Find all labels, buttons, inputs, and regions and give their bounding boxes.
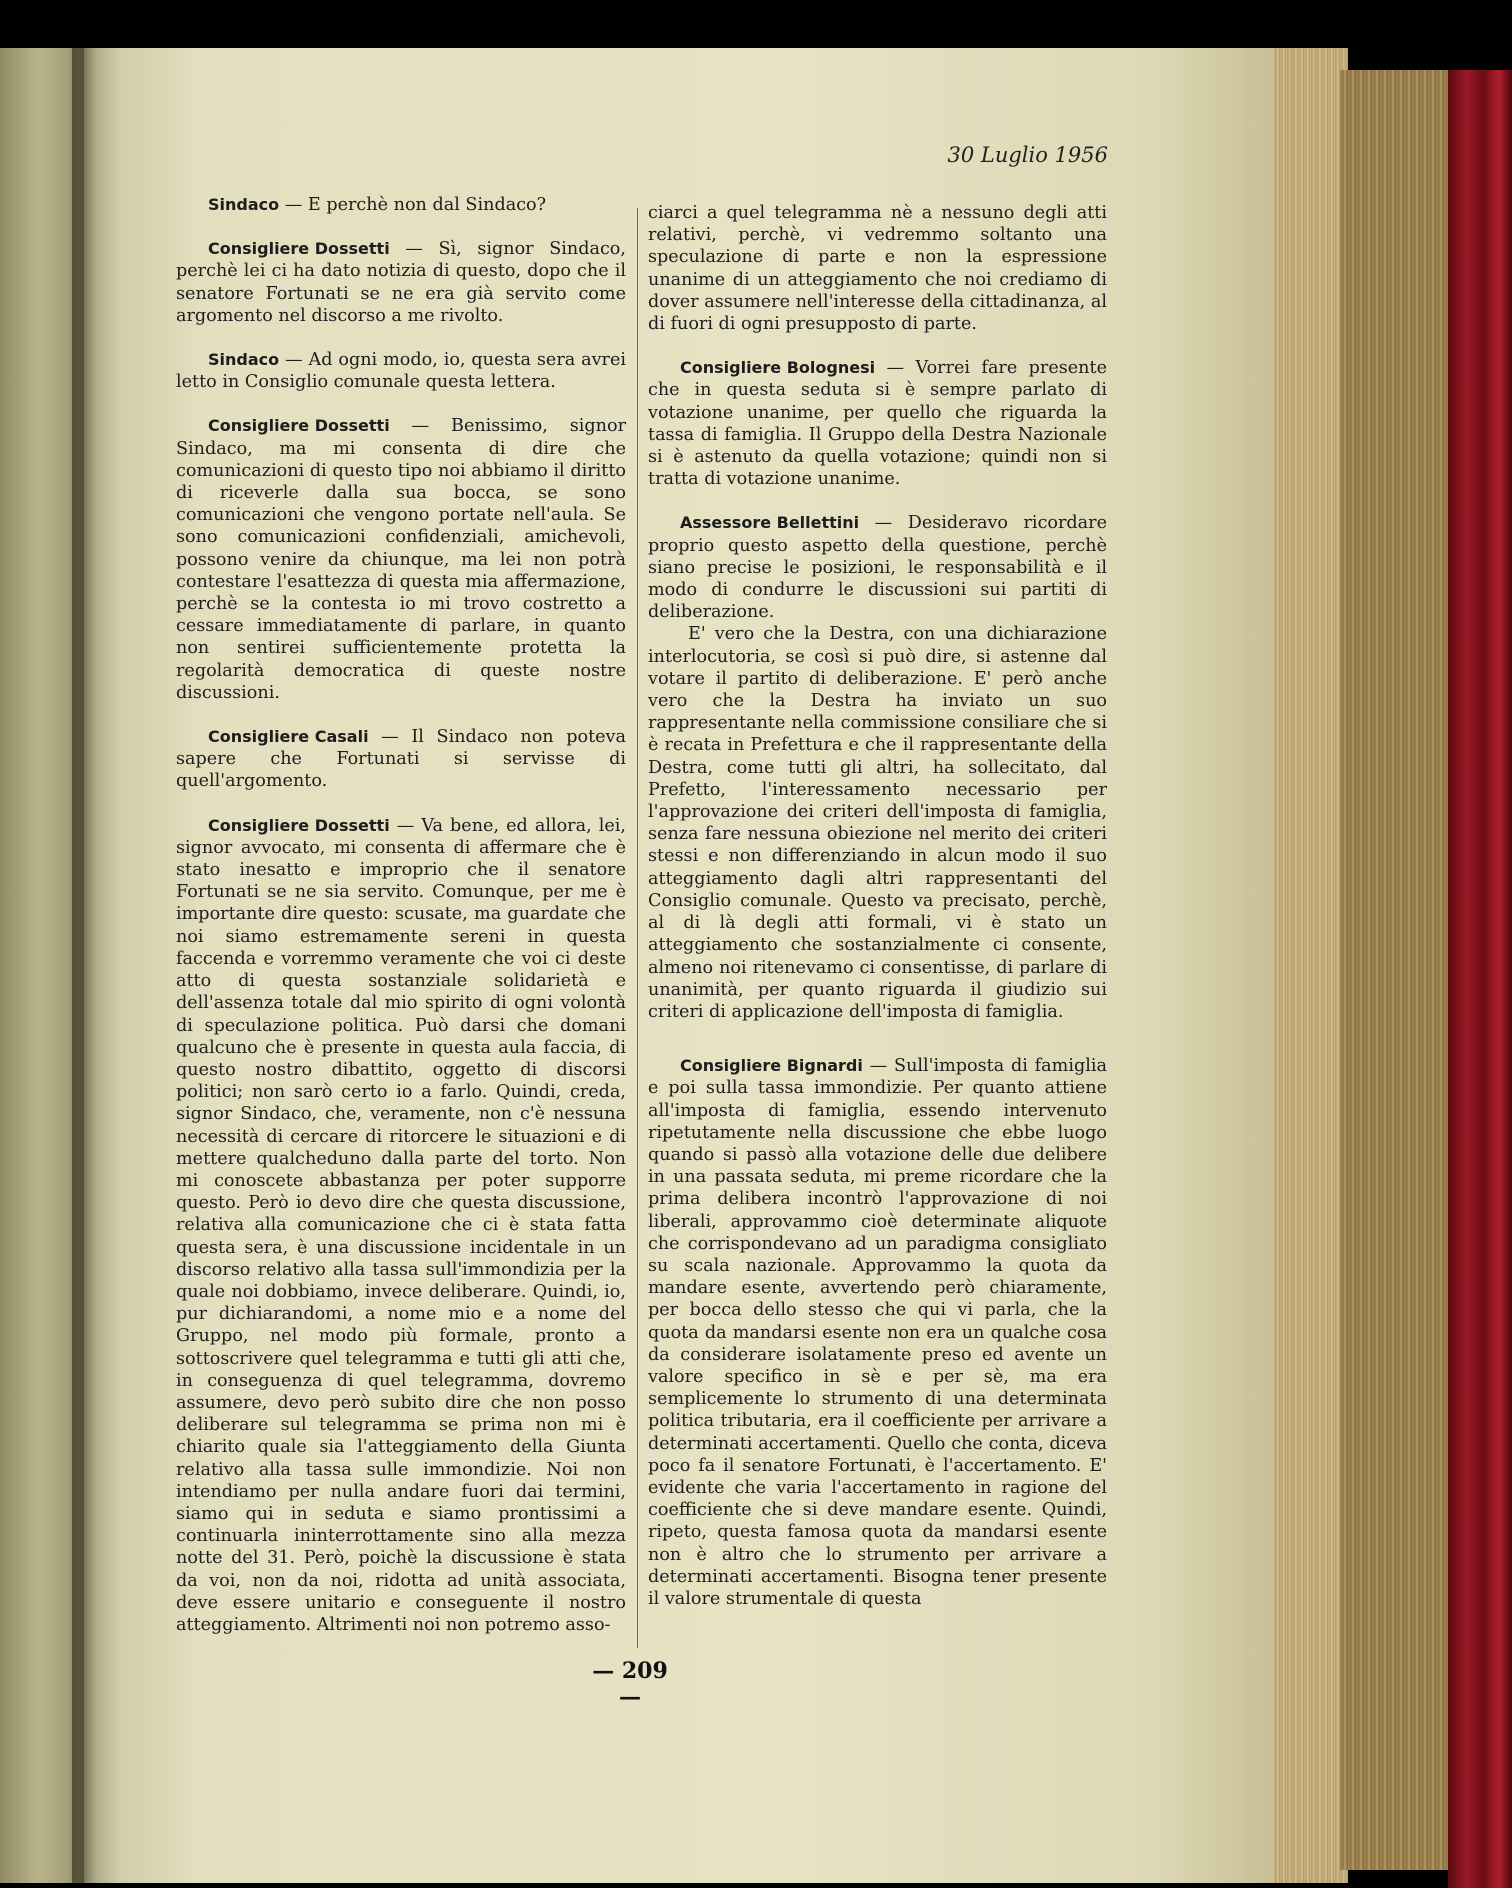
left-column xyxy=(176,194,626,1636)
book-gutter xyxy=(72,48,96,1883)
paragraph xyxy=(648,512,1107,623)
speech-text: — Desideravo ricordare proprio questo aspetto della questione, perchè siano precise le posizioni, le responsabilità e il modo di condurre le discussioni sui partiti di deliberazione. xyxy=(648,513,1107,623)
speaker-name: Sindaco xyxy=(208,195,280,214)
speaker-name: Consigliere Bolognesi xyxy=(680,358,876,378)
speech-text: — Sull'imposta di famiglia e poi sulla tassa immondizie. Per quanto attiene all'imposta di famiglia, essendo intervenuto ripetutamente nella discussione che ebbe luogo quando si passò alla votazione delle due delibere in una passata seduta, mi preme ricordare che la prima delibera incontrò l'approvazione di noi liberali, approvammo cioè determinate aliquote che corrispondevano ad un paradigma consigliato su scala nazionale. Approvammo la quota da mandare esente, avvertendo però chiaramente, per bocca dello stesso che qui vi parla, che la quota da mandarsi esente non era un qualche cosa da considerare isolatamente preso ed avente un valore specifico in sè e per sè, ma era semplicemente lo strumento di una determinata politica tributaria, era il coefficiente per arrivare a determinati accertamenti. Quello che conta, diceva poco fa il senatore Fortunati, è l'accertamento. E' evidente che varia l'accertamento in ragione del coefficiente che si deve mandare esente. Quindi, ripeto, questa famosa quota da mandarsi esente non è altro che lo strumento per arrivare a determinati accertamenti. Bisogna tener presente il valore strumentale di questa xyxy=(648,1056,1107,1609)
column-divider xyxy=(637,208,638,1648)
paragraph xyxy=(176,238,626,327)
speaker-name: Assessore Bellettini xyxy=(680,513,860,533)
paragraph xyxy=(176,415,626,704)
speech-text: — Vorrei fare presente che in questa seduta si è sempre parlato di votazione unanime, per quello che riguarda la tassa di famiglia. Il Gruppo della Destra Nazionale si è astenuto da quella votazione; quindi non si tratta di votazione unanime. xyxy=(648,358,1107,490)
paragraph xyxy=(176,815,626,1637)
paragraph xyxy=(648,357,1107,490)
speech-text: — Benissimo, signor Sindaco, ma mi consenta di dire che comunicazioni di questo tipo noi abbiamo il diritto di riceverle dalla sua bocca, se sono comunicazioni che vengono portate nell'aula. Se sono comunicazioni confidenziali, amichevoli, possono venire da chiunque, ma lei non potrà contestare l'esattezza di questa mia affermazione, perchè se la contesta io mi trovo costretto a cessare immediatamente di parlare, in quanto non sentirei sufficientemente protetta la regolarità democratica di queste nostre discussioni. xyxy=(176,416,626,703)
speech-text: — Ad ogni modo, io, questa sera avrei letto in Consiglio comunale questa lettera. xyxy=(176,350,626,393)
speaker-name: Consigliere Bignardi xyxy=(680,1056,863,1076)
speaker-name: Consigliere Casali xyxy=(208,727,369,747)
book-cover xyxy=(1448,70,1512,1888)
paragraph xyxy=(648,202,1107,335)
page-edges xyxy=(1274,48,1348,1883)
paragraph xyxy=(176,194,626,216)
speech-text: — E perchè non dal Sindaco? xyxy=(279,195,547,215)
speaker-name: Consigliere Dossetti xyxy=(208,239,390,259)
speech-text: — Il Sindaco non poteva sapere che Fortunati si servisse di quell'argomento. xyxy=(176,727,626,792)
speech-text: ciarci a quel telegramma nè a nessuno degli atti relativi, perchè, vi vedremmo soltanto una speculazione di parte e non la espressione unanime di un atteggiamento che noi crediamo di dover assumere nell'interesse della cittadinanza, al di fuori di ogni presupposto di parte. xyxy=(648,203,1107,335)
speech-text: — Va bene, ed allora, lei, signor avvocato, mi consenta di affermare che è stato inesatto e improprio che il senatore Fortunati se ne sia servito. Comunque, per me è importante dire questo: scusate, ma guardate che noi siamo estremamente sereni in questa faccenda e vorremmo veramente che voi ci deste atto di questa sostanziale solidarietà e dell'assenza totale dal mio spirito di ogni volontà di speculazione politica. Può darsi che domani qualcuno che è presente in questa aula faccia, di questo nostro dibattito, oggetto di discorsi politici; non sarò certo io a farlo. Quindi, creda, signor Sindaco, che, veramente, non c'è nessuna necessità di cercare di ritorcere le situazioni e di mettere qualcheduno dalla parte del torto. Non mi conoscete abbastanza per poter supporre questo. Però io devo dire che questa discussione, relativa alla comunicazione che ci è stata fatta questa sera, è una discussione incidentale in un discorso relativo alla tassa sull'immondizia per la quale noi dobbiamo, invece deliberare. Quindi, io, pur dichiarandomi, a nome mio e a nome del Gruppo, nel modo più formale, pronto a sottoscrivere quel telegramma e tutti gli atti che, in conseguenza di quel telegramma, dovremo assumere, devo però subito dire che non posso deliberare sul telegramma se prima non mi è chiarito quale sia l'atteggiamento della Giunta relativo alla tassa sulle immondizie. Noi non intendiamo per nulla andare fuori dai termini, siamo qui in seduta e siamo prontissimi a continuarla ininterrottamente sino alla mezza notte del 31. Però, poichè la discussione è stata da voi, non da noi, ridotta ad unità associata, deve essere unitario e conseguente il nostro atteggiamento. Altrimenti noi non potremo asso- xyxy=(176,815,626,1635)
paragraph xyxy=(176,349,626,393)
paragraph xyxy=(648,1055,1107,1610)
paragraph xyxy=(176,726,626,793)
speaker-name: Consigliere Dossetti xyxy=(208,416,390,436)
speaker-name: Consigliere Dossetti xyxy=(208,815,390,835)
speaker-name: Sindaco xyxy=(208,350,280,370)
right-column xyxy=(648,202,1107,1610)
page-edges-outer xyxy=(1340,70,1450,1870)
speech-text: E' vero che la Destra, con una dichiarazione interlocutoria, se così si può dire, si astenne dal votare il partito di deliberazione. E' però anche vero che la Destra ha inviato un suo rappresentante nella commissione consiliare che si è recata in Prefettura e che il rappresentante della Destra, come tutti gli altri, ha sollecitato, dal Prefetto, l'interessamento necessario per l'approvazione dei criteri dell'imposta di famiglia, senza fare nessuna obiezione nel merito dei criteri stessi e non differenziando in alcun modo il suo atteggiamento dagli altri rappresentanti del Consiglio comunale. Questo va precisato, perchè, al di là degli atti formali, vi è stato un atteggiamento che sostanzialmente ci consente, almeno noi ritenevamo ci consentisse, di parlare di unanimità, per quanto riguarda il giudizio sui criteri di applicazione dell'imposta di famiglia. xyxy=(648,624,1107,1022)
header-date: 30 Luglio 1956 xyxy=(947,143,1108,167)
speech-text: — Sì, signor Sindaco, perchè lei ci ha dato notizia di questo, dopo che il senatore Fortunati se ne era già servito come argomento nel discorso a me rivolto. xyxy=(176,239,626,326)
page-number: — 209 — xyxy=(592,1658,668,1710)
paragraph xyxy=(648,623,1107,1023)
